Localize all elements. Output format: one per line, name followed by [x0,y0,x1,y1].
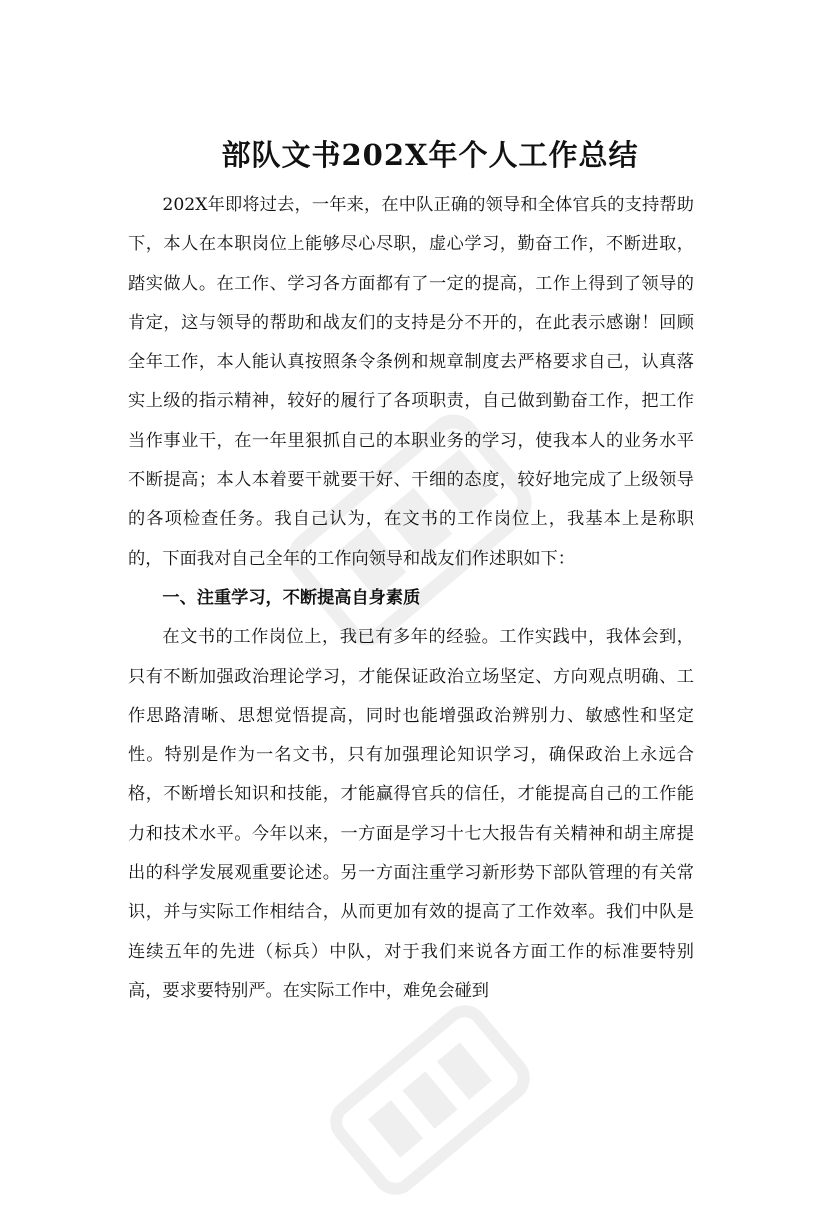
watermark-logo-bottom [302,974,558,1225]
section-heading: 一、注重学习，不断提高自身素质 [162,587,421,608]
document-body [128,186,694,1011]
section-paragraph: 在文书的工作岗位上，我已有多年的经验。工作实践中，我体会到，只有不断加强政治理论学习，才能保证政治立场坚定、方向观点明确、工作思路清晰、思想觉悟提高，同时也能增强政治辨别力、敏感性和坚定性。特别是作为一名文书，只有加强理论知识学习，确保政治上永远合格，不断增长知识和技能，才能赢得官兵的信任，才能提高自己的工作能力和技术水平。今年以来，一方面是学习十七大报告有关精神和胡主席提出的科学发展观重要论述。另一方面注重学习新形势下部队管理的有关常识，并与实际工作相结合，从而更加有效的提高了工作效率。我们中队是连续五年的先进（标兵）中队，对于我们来说各方面工作的标准要特别高，要求要特别严。在实际工作中，难免会碰到 [128,627,694,1001]
intro-paragraph: 202X年即将过去，一年来，在中队正确的领导和全体官兵的支持帮助下，本人在本职岗位上能够尽心尽职，虚心学习，勤奋工作，不断进取，踏实做人。在工作、学习各方面都有了一定的提高，工作上得到了领导的肯定，这与领导的帮助和战友们的支持是分不开的，在此表示感谢！回顾全年工作，本人能认真按照条令条例和规章制度去严格要求自己，认真落实上级的指示精神，较好的履行了各项职责，自己做到勤奋工作，把工作当作事业干，在一年里狠抓自己的本职业务的学习，使我本人的业务水平不断提高；本人本着要干就要干好、干细的态度，较好地完成了上级领导的各项检查任务。我自己认为，在文书的工作岗位上，我基本上是称职的，下面我对自己全年的工作向领导和战友们作述职如下： [128,195,694,569]
document-title: 部队文书202X年个人工作总结 [221,138,639,173]
